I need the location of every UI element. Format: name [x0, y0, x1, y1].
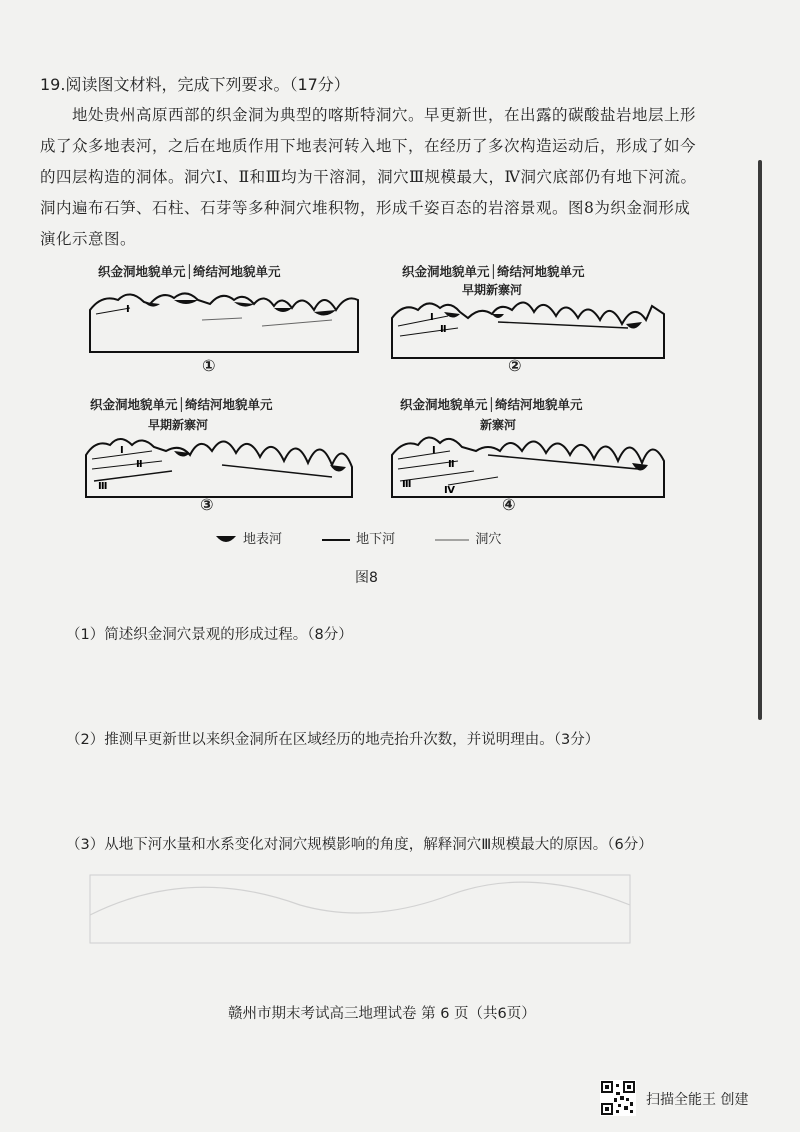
- surface-river-icon: [215, 534, 237, 546]
- cave-label-II: Ⅱ: [136, 459, 143, 470]
- river-name-early-xinzhai: 早期新寨河: [148, 418, 209, 432]
- figure-legend: [215, 528, 537, 547]
- landform-profile: [388, 284, 678, 364]
- diagram-stage-3: [82, 395, 372, 513]
- page-edge-shadow: [758, 160, 762, 720]
- cave-label-I: Ⅰ: [430, 312, 434, 323]
- legend-cave: 洞穴: [435, 528, 501, 547]
- stage-number-2: ②: [508, 356, 522, 375]
- landform-profile: [82, 280, 372, 360]
- diagram-header: 织金洞地貌单元│绮结河地貌单元: [90, 397, 273, 412]
- stage-number-4: ④: [502, 495, 516, 514]
- legend-underground-river: 地下河: [322, 528, 395, 547]
- subquestion-2: （2）推测早更新世以来织金洞所在区域经历的地壳抬升次数，并说明理由。（3分）: [66, 732, 600, 748]
- page-footer: 赣州市期末考试高三地理试卷 第 6 页（共6页）: [228, 1006, 536, 1022]
- legend-surface-river: 地表河: [215, 528, 282, 547]
- subquestion-1: （1）简述织金洞穴景观的形成过程。（8分）: [66, 627, 353, 643]
- subquestion-3: （3）从地下河水量和水系变化对洞穴规模影响的角度，解释洞穴Ⅲ规模最大的原因。（6分）: [66, 837, 653, 853]
- river-name-xinzhai: 新寨河: [480, 418, 517, 432]
- diagram-stage-1: [82, 262, 372, 374]
- cave-label-I: Ⅰ: [126, 304, 130, 315]
- diagram-stage-2: [388, 262, 678, 374]
- scanner-badge-text: 扫描全能王 创建: [646, 1092, 749, 1108]
- landform-profile: [82, 421, 372, 503]
- river-name-early-xinzhai: 早期新寨河: [462, 283, 523, 297]
- qr-code-icon: [600, 1080, 636, 1116]
- cave-label-II: Ⅱ: [440, 324, 447, 335]
- cave-label-III: Ⅲ: [402, 479, 412, 490]
- diagram-header: 织金洞地貌单元│绮结河地貌单元: [98, 264, 281, 279]
- cave-label-IV: Ⅳ: [444, 485, 455, 496]
- bleed-through-figure: [70, 855, 650, 945]
- diagram-stage-4: [388, 395, 678, 513]
- cave-label-I: Ⅰ: [120, 445, 124, 456]
- underground-river-icon: [322, 537, 350, 543]
- cave-label-I: Ⅰ: [432, 445, 436, 456]
- cave-label-II: Ⅱ: [448, 459, 455, 470]
- question-intro: 地处贵州高原西部的织金洞为典型的喀斯特洞穴。早更新世，在出露的碳酸盐岩地层上形成了众多地表河，之后在地质作用下地表河转入地下，在经历了多次构造运动后，形成了如今的四层构造的洞体。洞穴Ⅰ、Ⅱ和Ⅲ均为干溶洞，洞穴Ⅲ规模最大，Ⅳ洞穴底部仍有地下河流。洞内遍布石笋、石柱、石芽等多种洞穴堆积物，形成千姿百态的岩溶景观。图8为织金洞形成演化示意图。: [40, 106, 697, 248]
- cave-label-III: Ⅲ: [98, 481, 108, 492]
- figure-caption: 图8: [355, 570, 378, 586]
- landform-profile: [388, 421, 678, 503]
- stage-number-1: ①: [202, 356, 216, 375]
- diagram-header: 织金洞地貌单元│绮结河地貌单元: [402, 264, 585, 279]
- question-title: 19.阅读图文材料，完成下列要求。（17分）: [40, 75, 350, 94]
- cave-line-icon: [435, 537, 469, 543]
- diagram-header: 织金洞地貌单元│绮结河地貌单元: [400, 397, 583, 412]
- stage-number-3: ③: [200, 495, 214, 514]
